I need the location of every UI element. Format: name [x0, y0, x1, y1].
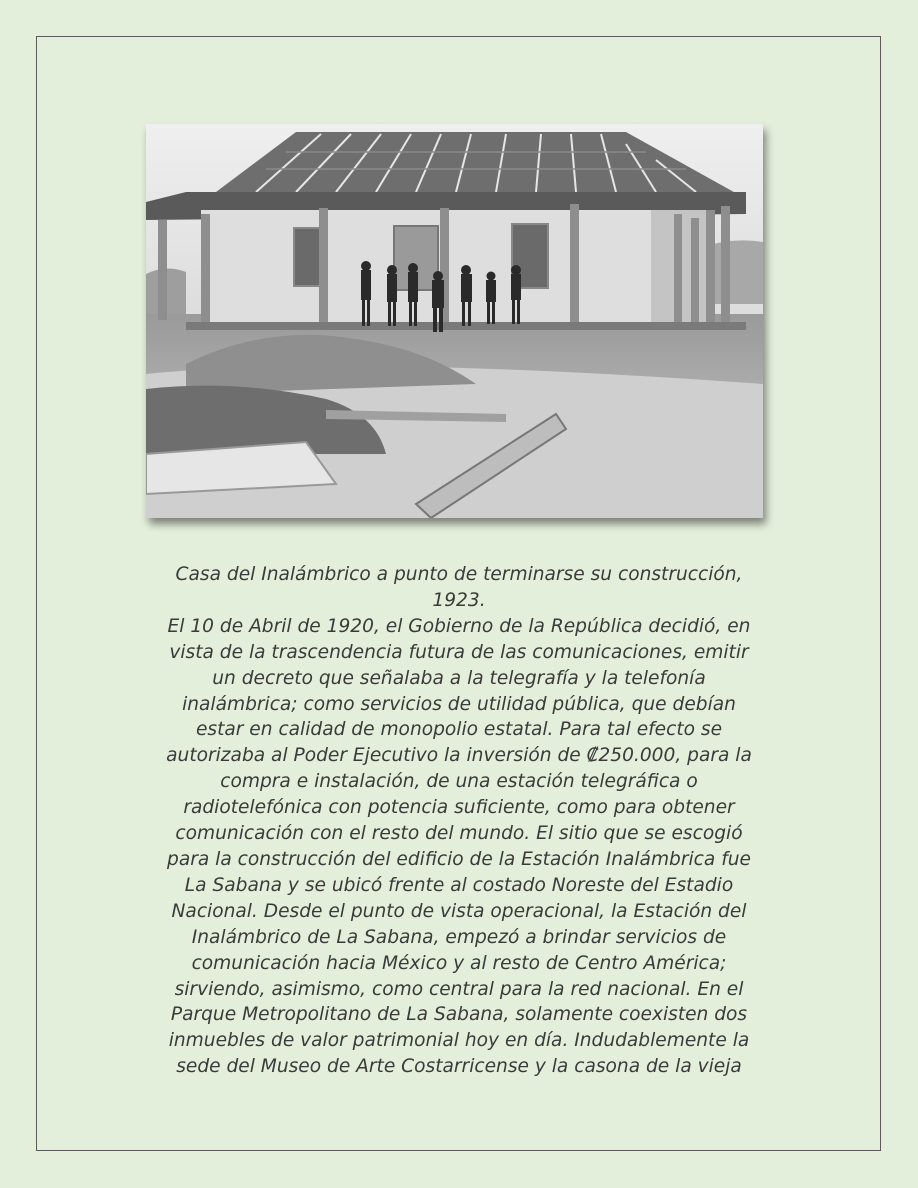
body-line: inmuebles de valor patrimonial hoy en día. Indudablemente la: [168, 1030, 750, 1052]
body-line: compra e instalación, de una estación telegráfica o: [220, 771, 698, 793]
body-line: autorizaba al Poder Ejecutivo la inversión de ₡250.000, para la: [166, 745, 752, 767]
body-line: estar en calidad de monopolio estatal. Para tal efecto se: [195, 719, 723, 741]
body-line: vista de la trascendencia futura de las comunicaciones, emitir: [169, 641, 749, 663]
caption-line: Casa del Inalámbrico a punto de terminarse su construcción,: [175, 564, 743, 585]
caption-line: 1923.: [432, 589, 486, 611]
body-line: Nacional. Desde el punto de vista operacional, la Estación del: [171, 900, 747, 922]
body-line: para la construcción del edificio de la Estación Inalámbrica fue: [167, 848, 751, 870]
body-line: comunicación hacia México y al resto de Centro América;: [191, 952, 727, 974]
body-line: La Sabana y se ubicó frente al costado Noreste del Estadio: [184, 874, 734, 896]
body-line: comunicación con el resto del mundo. El sitio que se escogió: [175, 823, 743, 845]
body-line: un decreto que señalaba a la telegrafía y la telefonía: [212, 667, 706, 689]
body-line: El 10 de Abril de 1920, el Gobierno de la República decidió, en: [167, 615, 751, 637]
body-line: inalámbrica; como servicios de utilidad pública, que debían: [182, 693, 736, 715]
body-line: sede del Museo de Arte Costarricense y la casona de la vieja: [176, 1056, 742, 1078]
body-line: sirviendo, asimismo, como central para la red nacional. En el: [174, 978, 744, 1000]
body-line: Inalámbrico de La Sabana, empezó a brindar servicios de: [191, 926, 727, 948]
caption-and-body-text: [128, 562, 790, 1080]
body-line: Parque Metropolitano de La Sabana, solamente coexisten dos: [170, 1004, 748, 1026]
body-line: radiotelefónica con potencia suficiente, como para obtener: [183, 797, 735, 819]
historic-building-photo: [146, 124, 763, 518]
